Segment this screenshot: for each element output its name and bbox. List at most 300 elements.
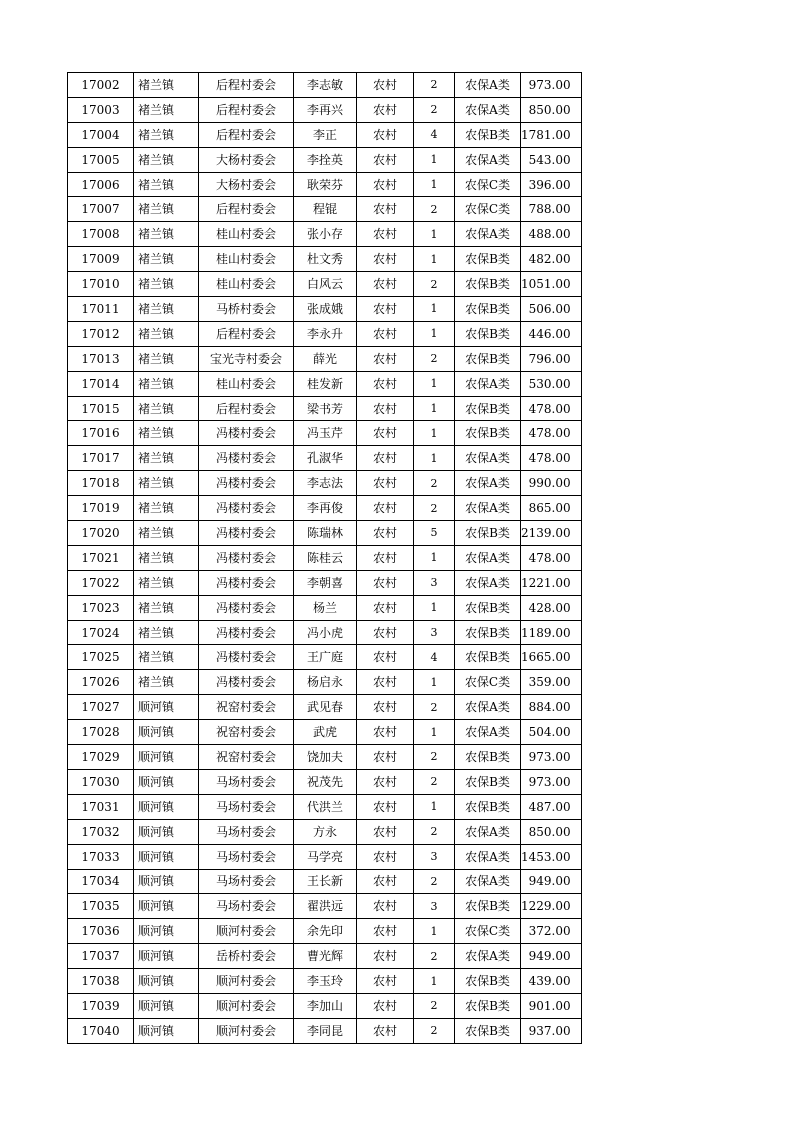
- household-count-cell: 2: [414, 869, 455, 894]
- table-row: [68, 993, 582, 1018]
- person-name-cell: 李同昆: [294, 1018, 357, 1043]
- household-count-cell: 1: [414, 969, 455, 994]
- village-committee-cell: 马桥村委会: [199, 297, 294, 322]
- household-count-cell: 1: [414, 396, 455, 421]
- record-id-cell: 17027: [68, 695, 134, 720]
- amount-cell: 482.00: [521, 247, 582, 272]
- table-row: [68, 894, 582, 919]
- table-row: [68, 446, 582, 471]
- town-cell: 褚兰镇: [134, 645, 199, 670]
- insurance-category-cell: 农保B类: [455, 272, 521, 297]
- table-row: [68, 969, 582, 994]
- amount-cell: 973.00: [521, 745, 582, 770]
- person-name-cell: 杨兰: [294, 595, 357, 620]
- table-row: [68, 247, 582, 272]
- record-id-cell: 17040: [68, 1018, 134, 1043]
- insurance-category-cell: 农保B类: [455, 297, 521, 322]
- area-type-cell: 农村: [357, 720, 414, 745]
- insurance-category-cell: 农保B类: [455, 993, 521, 1018]
- table-row: [68, 695, 582, 720]
- household-count-cell: 2: [414, 745, 455, 770]
- person-name-cell: 李永升: [294, 321, 357, 346]
- insurance-category-cell: 农保B类: [455, 620, 521, 645]
- person-name-cell: 饶加夫: [294, 745, 357, 770]
- table-row: [68, 769, 582, 794]
- record-id-cell: 17007: [68, 197, 134, 222]
- person-name-cell: 梁书芳: [294, 396, 357, 421]
- amount-cell: 949.00: [521, 944, 582, 969]
- area-type-cell: 农村: [357, 670, 414, 695]
- insurance-category-cell: 农保C类: [455, 172, 521, 197]
- household-count-cell: 1: [414, 720, 455, 745]
- record-id-cell: 17022: [68, 570, 134, 595]
- amount-cell: 446.00: [521, 321, 582, 346]
- household-count-cell: 1: [414, 371, 455, 396]
- insurance-category-cell: 农保B类: [455, 1018, 521, 1043]
- village-committee-cell: 宝光寺村委会: [199, 346, 294, 371]
- area-type-cell: 农村: [357, 993, 414, 1018]
- person-name-cell: 翟洪远: [294, 894, 357, 919]
- household-count-cell: 3: [414, 844, 455, 869]
- town-cell: 褚兰镇: [134, 496, 199, 521]
- amount-cell: 506.00: [521, 297, 582, 322]
- household-count-cell: 2: [414, 197, 455, 222]
- town-cell: 褚兰镇: [134, 670, 199, 695]
- person-name-cell: 桂发新: [294, 371, 357, 396]
- record-id-cell: 17023: [68, 595, 134, 620]
- village-committee-cell: 后程村委会: [199, 396, 294, 421]
- area-type-cell: 农村: [357, 894, 414, 919]
- amount-cell: 1051.00: [521, 272, 582, 297]
- record-id-cell: 17034: [68, 869, 134, 894]
- amount-cell: 543.00: [521, 147, 582, 172]
- amount-cell: 1221.00: [521, 570, 582, 595]
- record-id-cell: 17021: [68, 545, 134, 570]
- insurance-category-cell: 农保A类: [455, 222, 521, 247]
- village-committee-cell: 冯楼村委会: [199, 620, 294, 645]
- household-count-cell: 2: [414, 819, 455, 844]
- town-cell: 顺河镇: [134, 819, 199, 844]
- village-committee-cell: 马场村委会: [199, 794, 294, 819]
- amount-cell: 2139.00: [521, 521, 582, 546]
- town-cell: 褚兰镇: [134, 297, 199, 322]
- person-name-cell: 薛光: [294, 346, 357, 371]
- insurance-category-cell: 农保A类: [455, 73, 521, 98]
- person-name-cell: 白风云: [294, 272, 357, 297]
- town-cell: 褚兰镇: [134, 222, 199, 247]
- town-cell: 褚兰镇: [134, 321, 199, 346]
- village-committee-cell: 顺河村委会: [199, 1018, 294, 1043]
- person-name-cell: 李加山: [294, 993, 357, 1018]
- insurance-category-cell: 农保C类: [455, 197, 521, 222]
- record-id-cell: 17016: [68, 421, 134, 446]
- village-committee-cell: 冯楼村委会: [199, 521, 294, 546]
- table-row: [68, 819, 582, 844]
- household-count-cell: 2: [414, 944, 455, 969]
- amount-cell: 949.00: [521, 869, 582, 894]
- village-committee-cell: 大杨村委会: [199, 147, 294, 172]
- amount-cell: 990.00: [521, 471, 582, 496]
- town-cell: 褚兰镇: [134, 147, 199, 172]
- town-cell: 褚兰镇: [134, 247, 199, 272]
- area-type-cell: 农村: [357, 446, 414, 471]
- village-committee-cell: 后程村委会: [199, 73, 294, 98]
- insurance-category-cell: 农保B类: [455, 894, 521, 919]
- area-type-cell: 农村: [357, 346, 414, 371]
- area-type-cell: 农村: [357, 247, 414, 272]
- record-id-cell: 17029: [68, 745, 134, 770]
- insurance-category-cell: 农保B类: [455, 521, 521, 546]
- household-count-cell: 3: [414, 570, 455, 595]
- village-committee-cell: 冯楼村委会: [199, 670, 294, 695]
- record-id-cell: 17037: [68, 944, 134, 969]
- town-cell: 褚兰镇: [134, 595, 199, 620]
- insurance-category-cell: 农保A类: [455, 97, 521, 122]
- household-count-cell: 2: [414, 1018, 455, 1043]
- record-id-cell: 17033: [68, 844, 134, 869]
- record-id-cell: 17025: [68, 645, 134, 670]
- amount-cell: 478.00: [521, 421, 582, 446]
- area-type-cell: 农村: [357, 396, 414, 421]
- area-type-cell: 农村: [357, 645, 414, 670]
- record-id-cell: 17013: [68, 346, 134, 371]
- village-committee-cell: 祝窑村委会: [199, 720, 294, 745]
- household-count-cell: 4: [414, 122, 455, 147]
- area-type-cell: 农村: [357, 570, 414, 595]
- record-id-cell: 17009: [68, 247, 134, 272]
- village-committee-cell: 冯楼村委会: [199, 421, 294, 446]
- person-name-cell: 耿荣芬: [294, 172, 357, 197]
- area-type-cell: 农村: [357, 421, 414, 446]
- village-committee-cell: 冯楼村委会: [199, 471, 294, 496]
- area-type-cell: 农村: [357, 695, 414, 720]
- area-type-cell: 农村: [357, 471, 414, 496]
- area-type-cell: 农村: [357, 794, 414, 819]
- insurance-category-cell: 农保A类: [455, 695, 521, 720]
- record-id-cell: 17019: [68, 496, 134, 521]
- area-type-cell: 农村: [357, 371, 414, 396]
- amount-cell: 884.00: [521, 695, 582, 720]
- table-row: [68, 645, 582, 670]
- amount-cell: 937.00: [521, 1018, 582, 1043]
- amount-cell: 478.00: [521, 396, 582, 421]
- table-row: [68, 297, 582, 322]
- record-id-cell: 17004: [68, 122, 134, 147]
- household-count-cell: 2: [414, 695, 455, 720]
- table-row: [68, 73, 582, 98]
- town-cell: 顺河镇: [134, 769, 199, 794]
- records-table: [67, 72, 582, 1044]
- village-committee-cell: 桂山村委会: [199, 247, 294, 272]
- table-row: [68, 570, 582, 595]
- insurance-category-cell: 农保A类: [455, 496, 521, 521]
- household-count-cell: 2: [414, 769, 455, 794]
- household-count-cell: 1: [414, 247, 455, 272]
- table-row: [68, 869, 582, 894]
- record-id-cell: 17018: [68, 471, 134, 496]
- town-cell: 褚兰镇: [134, 97, 199, 122]
- village-committee-cell: 后程村委会: [199, 97, 294, 122]
- person-name-cell: 马学亮: [294, 844, 357, 869]
- person-name-cell: 曹光辉: [294, 944, 357, 969]
- table-row: [68, 371, 582, 396]
- insurance-category-cell: 农保C类: [455, 670, 521, 695]
- table-row: [68, 720, 582, 745]
- amount-cell: 439.00: [521, 969, 582, 994]
- household-count-cell: 1: [414, 297, 455, 322]
- household-count-cell: 2: [414, 993, 455, 1018]
- amount-cell: 1781.00: [521, 122, 582, 147]
- area-type-cell: 农村: [357, 122, 414, 147]
- person-name-cell: 方永: [294, 819, 357, 844]
- table-row: [68, 620, 582, 645]
- insurance-category-cell: 农保B类: [455, 969, 521, 994]
- person-name-cell: 武虎: [294, 720, 357, 745]
- record-id-cell: 17010: [68, 272, 134, 297]
- village-committee-cell: 后程村委会: [199, 321, 294, 346]
- table-row: [68, 670, 582, 695]
- person-name-cell: 杜文秀: [294, 247, 357, 272]
- village-committee-cell: 祝窑村委会: [199, 745, 294, 770]
- table-row: [68, 172, 582, 197]
- village-committee-cell: 顺河村委会: [199, 993, 294, 1018]
- household-count-cell: 1: [414, 595, 455, 620]
- record-id-cell: 17011: [68, 297, 134, 322]
- village-committee-cell: 顺河村委会: [199, 919, 294, 944]
- person-name-cell: 张成娥: [294, 297, 357, 322]
- insurance-category-cell: 农保B类: [455, 346, 521, 371]
- town-cell: 褚兰镇: [134, 371, 199, 396]
- area-type-cell: 农村: [357, 521, 414, 546]
- person-name-cell: 陈瑞林: [294, 521, 357, 546]
- insurance-category-cell: 农保A类: [455, 944, 521, 969]
- town-cell: 褚兰镇: [134, 421, 199, 446]
- household-count-cell: 1: [414, 421, 455, 446]
- amount-cell: 359.00: [521, 670, 582, 695]
- person-name-cell: 王广庭: [294, 645, 357, 670]
- village-committee-cell: 马场村委会: [199, 869, 294, 894]
- area-type-cell: 农村: [357, 73, 414, 98]
- record-id-cell: 17028: [68, 720, 134, 745]
- village-committee-cell: 马场村委会: [199, 769, 294, 794]
- table-row: [68, 122, 582, 147]
- village-committee-cell: 冯楼村委会: [199, 496, 294, 521]
- household-count-cell: 1: [414, 321, 455, 346]
- record-id-cell: 17012: [68, 321, 134, 346]
- table-row: [68, 794, 582, 819]
- record-id-cell: 17015: [68, 396, 134, 421]
- town-cell: 褚兰镇: [134, 446, 199, 471]
- record-id-cell: 17014: [68, 371, 134, 396]
- table-row: [68, 396, 582, 421]
- amount-cell: 973.00: [521, 769, 582, 794]
- amount-cell: 488.00: [521, 222, 582, 247]
- area-type-cell: 农村: [357, 147, 414, 172]
- insurance-category-cell: 农保A类: [455, 147, 521, 172]
- town-cell: 顺河镇: [134, 844, 199, 869]
- table-row: [68, 944, 582, 969]
- town-cell: 褚兰镇: [134, 122, 199, 147]
- village-committee-cell: 冯楼村委会: [199, 446, 294, 471]
- household-count-cell: 2: [414, 496, 455, 521]
- table-row: [68, 595, 582, 620]
- table-row: [68, 521, 582, 546]
- amount-cell: 1665.00: [521, 645, 582, 670]
- insurance-category-cell: 农保A类: [455, 819, 521, 844]
- town-cell: 褚兰镇: [134, 197, 199, 222]
- table-row: [68, 147, 582, 172]
- record-id-cell: 17024: [68, 620, 134, 645]
- table-row: [68, 346, 582, 371]
- household-count-cell: 1: [414, 919, 455, 944]
- amount-cell: 796.00: [521, 346, 582, 371]
- amount-cell: 901.00: [521, 993, 582, 1018]
- town-cell: 顺河镇: [134, 720, 199, 745]
- village-committee-cell: 马场村委会: [199, 894, 294, 919]
- person-name-cell: 李志敏: [294, 73, 357, 98]
- town-cell: 顺河镇: [134, 695, 199, 720]
- amount-cell: 396.00: [521, 172, 582, 197]
- town-cell: 顺河镇: [134, 944, 199, 969]
- table-row: [68, 421, 582, 446]
- town-cell: 褚兰镇: [134, 471, 199, 496]
- village-committee-cell: 冯楼村委会: [199, 545, 294, 570]
- table-row: [68, 496, 582, 521]
- town-cell: 顺河镇: [134, 894, 199, 919]
- table-row: [68, 844, 582, 869]
- insurance-category-cell: 农保A类: [455, 545, 521, 570]
- amount-cell: 530.00: [521, 371, 582, 396]
- person-name-cell: 祝茂先: [294, 769, 357, 794]
- village-committee-cell: 岳桥村委会: [199, 944, 294, 969]
- person-name-cell: 李再兴: [294, 97, 357, 122]
- person-name-cell: 代洪兰: [294, 794, 357, 819]
- record-id-cell: 17030: [68, 769, 134, 794]
- area-type-cell: 农村: [357, 222, 414, 247]
- amount-cell: 850.00: [521, 819, 582, 844]
- table-row: [68, 545, 582, 570]
- table-row: [68, 222, 582, 247]
- person-name-cell: 冯玉芹: [294, 421, 357, 446]
- area-type-cell: 农村: [357, 545, 414, 570]
- area-type-cell: 农村: [357, 595, 414, 620]
- person-name-cell: 李再俊: [294, 496, 357, 521]
- town-cell: 褚兰镇: [134, 396, 199, 421]
- record-id-cell: 17006: [68, 172, 134, 197]
- village-committee-cell: 后程村委会: [199, 197, 294, 222]
- record-id-cell: 17020: [68, 521, 134, 546]
- town-cell: 顺河镇: [134, 745, 199, 770]
- amount-cell: 788.00: [521, 197, 582, 222]
- amount-cell: 478.00: [521, 545, 582, 570]
- town-cell: 顺河镇: [134, 969, 199, 994]
- insurance-category-cell: 农保B类: [455, 421, 521, 446]
- table-row: [68, 471, 582, 496]
- area-type-cell: 农村: [357, 944, 414, 969]
- record-id-cell: 17035: [68, 894, 134, 919]
- amount-cell: 973.00: [521, 73, 582, 98]
- area-type-cell: 农村: [357, 1018, 414, 1043]
- household-count-cell: 5: [414, 521, 455, 546]
- amount-cell: 372.00: [521, 919, 582, 944]
- household-count-cell: 2: [414, 73, 455, 98]
- person-name-cell: 李志法: [294, 471, 357, 496]
- household-count-cell: 4: [414, 645, 455, 670]
- town-cell: 顺河镇: [134, 993, 199, 1018]
- village-committee-cell: 冯楼村委会: [199, 645, 294, 670]
- amount-cell: 850.00: [521, 97, 582, 122]
- record-id-cell: 17017: [68, 446, 134, 471]
- table-row: [68, 745, 582, 770]
- insurance-category-cell: 农保A类: [455, 869, 521, 894]
- household-count-cell: 3: [414, 894, 455, 919]
- area-type-cell: 农村: [357, 97, 414, 122]
- town-cell: 顺河镇: [134, 869, 199, 894]
- table-row: [68, 197, 582, 222]
- area-type-cell: 农村: [357, 919, 414, 944]
- town-cell: 褚兰镇: [134, 620, 199, 645]
- person-name-cell: 程锟: [294, 197, 357, 222]
- area-type-cell: 农村: [357, 197, 414, 222]
- insurance-category-cell: 农保A类: [455, 371, 521, 396]
- record-id-cell: 17008: [68, 222, 134, 247]
- household-count-cell: 1: [414, 147, 455, 172]
- table-row: [68, 97, 582, 122]
- person-name-cell: 武见春: [294, 695, 357, 720]
- village-committee-cell: 桂山村委会: [199, 222, 294, 247]
- area-type-cell: 农村: [357, 321, 414, 346]
- household-count-cell: 1: [414, 222, 455, 247]
- household-count-cell: 1: [414, 794, 455, 819]
- village-committee-cell: 桂山村委会: [199, 371, 294, 396]
- record-id-cell: 17026: [68, 670, 134, 695]
- town-cell: 褚兰镇: [134, 172, 199, 197]
- person-name-cell: 李正: [294, 122, 357, 147]
- area-type-cell: 农村: [357, 496, 414, 521]
- village-committee-cell: 顺河村委会: [199, 969, 294, 994]
- town-cell: 顺河镇: [134, 1018, 199, 1043]
- household-count-cell: 3: [414, 620, 455, 645]
- record-id-cell: 17003: [68, 97, 134, 122]
- person-name-cell: 张小存: [294, 222, 357, 247]
- household-count-cell: 2: [414, 272, 455, 297]
- insurance-category-cell: 农保B类: [455, 745, 521, 770]
- area-type-cell: 农村: [357, 172, 414, 197]
- insurance-category-cell: 农保A类: [455, 844, 521, 869]
- person-name-cell: 王长新: [294, 869, 357, 894]
- table-body: [68, 73, 582, 1044]
- village-committee-cell: 后程村委会: [199, 122, 294, 147]
- amount-cell: 1189.00: [521, 620, 582, 645]
- person-name-cell: 陈桂云: [294, 545, 357, 570]
- record-id-cell: 17002: [68, 73, 134, 98]
- village-committee-cell: 马场村委会: [199, 844, 294, 869]
- record-id-cell: 17039: [68, 993, 134, 1018]
- area-type-cell: 农村: [357, 297, 414, 322]
- town-cell: 褚兰镇: [134, 545, 199, 570]
- amount-cell: 487.00: [521, 794, 582, 819]
- area-type-cell: 农村: [357, 745, 414, 770]
- household-count-cell: 1: [414, 446, 455, 471]
- person-name-cell: 冯小虎: [294, 620, 357, 645]
- person-name-cell: 李朝喜: [294, 570, 357, 595]
- person-name-cell: 李玉玲: [294, 969, 357, 994]
- insurance-category-cell: 农保B类: [455, 396, 521, 421]
- village-committee-cell: 马场村委会: [199, 819, 294, 844]
- insurance-category-cell: 农保B类: [455, 321, 521, 346]
- area-type-cell: 农村: [357, 819, 414, 844]
- insurance-category-cell: 农保A类: [455, 720, 521, 745]
